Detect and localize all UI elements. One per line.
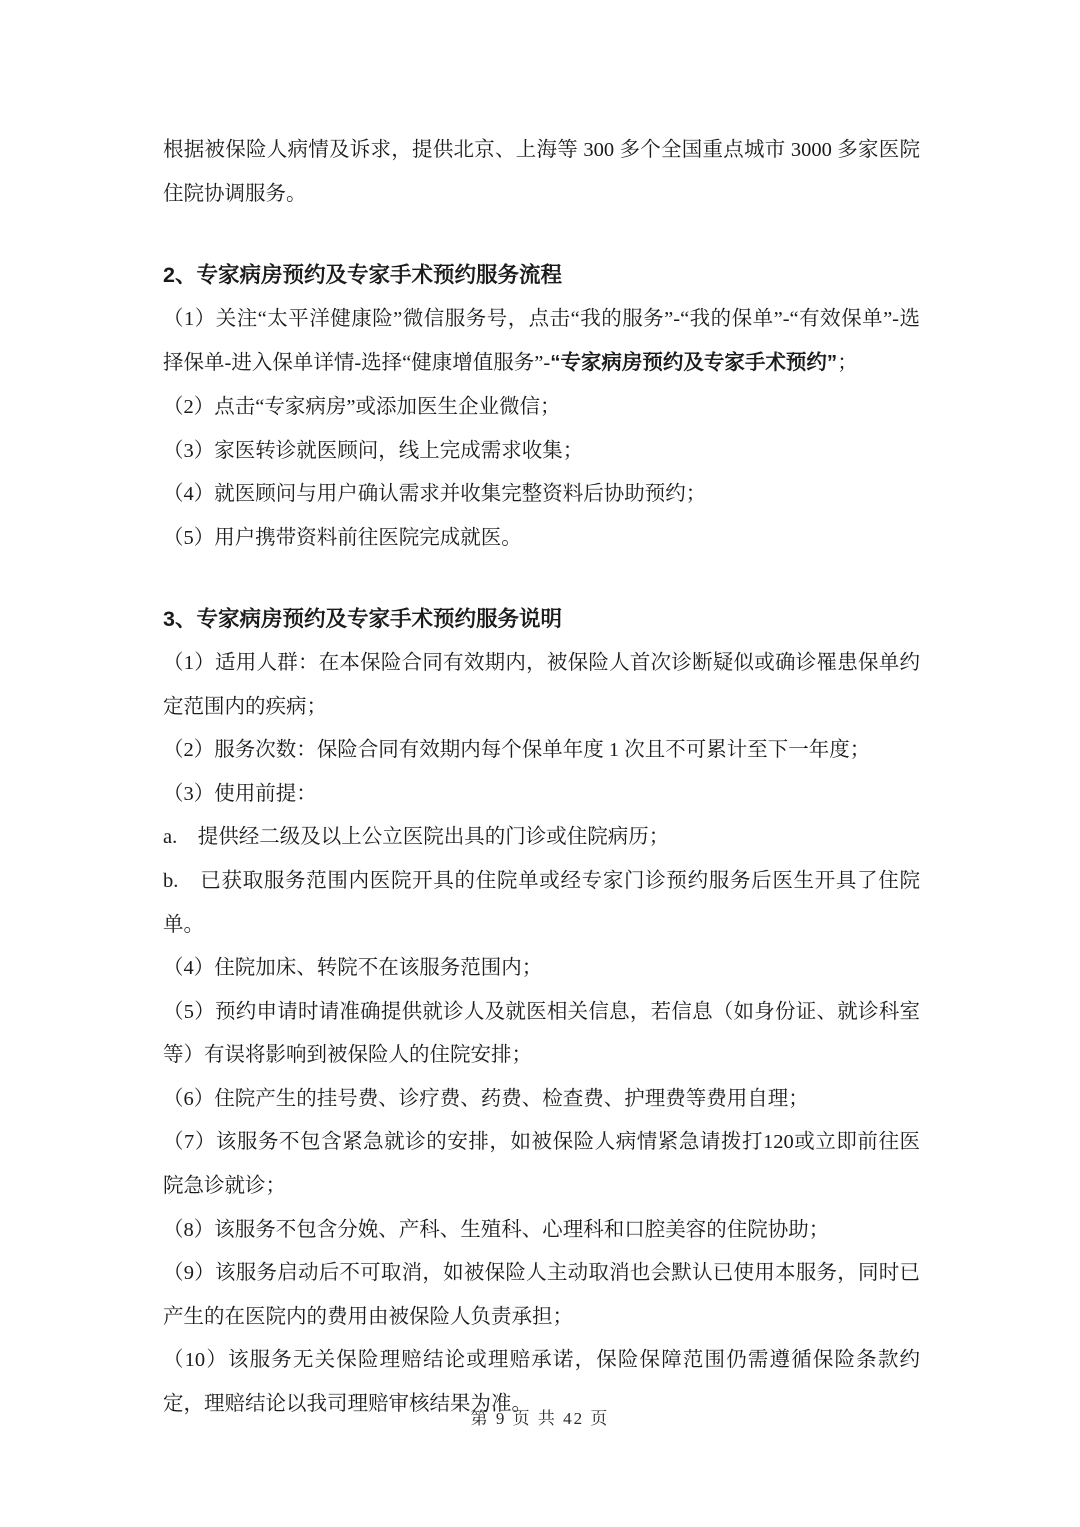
text-run: （1）关注“太平洋健康险”微信服务号，点击“我的服务”-“我的保单”-“有效保单”-选择保单-进入保单详情-选择“健康增值服务”- [163, 307, 920, 375]
text-run: （2）服务次数：保险合同有效期内每个保单年度 1 次且不可累计至下一年度； [163, 739, 871, 762]
text-run: （1）适用人群：在本保险合同有效期内，被保险人首次诊断疑似或确诊罹患保单约定范围内的疾病； [163, 651, 920, 718]
paragraph [163, 1078, 920, 1122]
paragraph [163, 773, 920, 817]
text-run: （9）该服务启动后不可取消，如被保险人主动取消也会默认已使用本服务，同时已产生的在医院内的费用由被保险人负责承担； [163, 1262, 920, 1328]
paragraph [163, 642, 920, 729]
text-run: （7）该服务不包含紧急就诊的安排，如被保险人病情紧急请拨打120或立即前往医院急诊就诊； [163, 1131, 920, 1198]
paragraph [163, 816, 920, 860]
section-heading [163, 598, 920, 642]
paragraph [163, 430, 920, 474]
paragraph [163, 947, 920, 991]
text-run: “专家病房预约及专家手术预约” [550, 351, 838, 375]
text-run: 根据被保险人病情及诉求，提供北京、上海等 300 多个全国重点城市 3000 多家医院住院协调服务。 [163, 139, 920, 205]
document-content [163, 129, 920, 1427]
section-heading [163, 254, 920, 298]
paragraph [163, 1252, 920, 1339]
paragraph [163, 729, 920, 773]
paragraph [163, 991, 920, 1078]
text-run: （5）用户携带资料前往医院完成就医。 [163, 526, 522, 549]
text-run: （6）住院产生的挂号费、诊疗费、药费、检查费、护理费等费用自理； [163, 1087, 809, 1110]
text-run: ； [837, 352, 858, 375]
paragraph-spacer [163, 216, 920, 254]
text-run: （10）该服务无关保险理赔结论或理赔承诺，保险保障范围仍需遵循保险条款约定，理赔结论以我司理赔审核结果为准。 [163, 1349, 920, 1416]
text-run: （4）住院加床、转院不在该服务范围内； [163, 957, 543, 980]
paragraph [163, 1121, 920, 1208]
paragraph [163, 386, 920, 430]
text-run: a. 提供经二级及以上公立医院出具的门诊或住院病历； [163, 826, 670, 849]
text-run: （3）家医转诊就医顾问，线上完成需求收集； [163, 439, 584, 462]
paragraph [163, 517, 920, 561]
text-run: （2）点击“专家病房”或添加医生企业微信； [163, 395, 561, 418]
text-run: b. 已获取服务范围内医院开具的住院单或经专家门诊预约服务后医生开具了住院单。 [163, 869, 920, 936]
paragraph [163, 129, 920, 216]
text-run: （4）就医顾问与用户确认需求并收集完整资料后协助预约； [163, 483, 707, 506]
paragraph [163, 473, 920, 517]
text-run: 3、专家病房预约及专家手术预约服务说明 [163, 607, 562, 632]
text-run: （5）预约申请时请准确提供就诊人及就医相关信息，若信息（如身份证、就诊科室等）有误将影响到被保险人的住院安排； [163, 1000, 920, 1067]
text-run: 2、专家病房预约及专家手术预约服务流程 [163, 263, 562, 288]
paragraph [163, 860, 920, 947]
paragraph [163, 298, 920, 386]
paragraph [163, 1209, 920, 1253]
page-footer: 第 9 页 共 42 页 [470, 1409, 610, 1428]
paragraph-spacer [163, 560, 920, 598]
text-run: （8）该服务不包含分娩、产科、生殖科、心理科和口腔美容的住院协助； [163, 1218, 830, 1241]
text-run: （3）使用前提： [163, 782, 317, 805]
